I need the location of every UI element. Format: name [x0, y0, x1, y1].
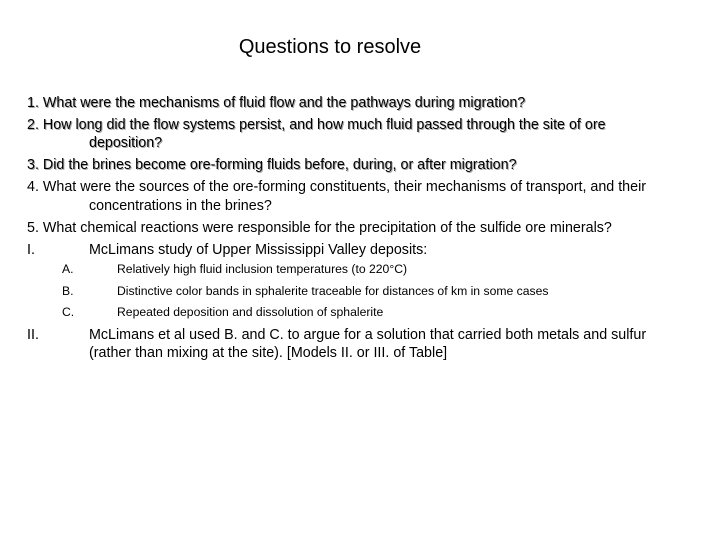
subpoint-marker: B. — [62, 283, 74, 298]
subpoint-a — [27, 262, 667, 278]
subpoint-marker: C. — [62, 304, 75, 319]
question-2: 2. How long did the flow systems persist, and how much fluid passed through the site of ore deposition? — [27, 116, 606, 152]
slide-content — [27, 94, 667, 366]
subpoint-text: Distinctive color bands in sphalerite traceable for distances of km in some cases — [117, 283, 549, 298]
question-3: 3. Did the brines become ore-forming fluids before, during, or after migration? — [27, 157, 517, 174]
question-4: 4. What were the sources of the ore-forming constituents, their mechanisms of transport, and their concentrations in the brines? — [27, 179, 647, 214]
point-i — [27, 241, 667, 259]
point-marker: I. — [27, 241, 35, 258]
subpoint-text: Relatively high fluid inclusion temperatures (to 220°C) — [117, 262, 408, 277]
point-marker: II. — [27, 326, 39, 343]
subpoint-b — [27, 284, 667, 300]
slide-title: Questions to resolve — [238, 36, 422, 58]
subpoint-c — [27, 305, 667, 321]
point-ii — [27, 326, 667, 363]
subpoint-text: Repeated deposition and dissolution of sphalerite — [117, 304, 384, 319]
question-5: 5. What chemical reactions were responsible for the precipitation of the sulfide ore minerals? — [27, 219, 612, 236]
point-text: McLimans study of Upper Mississippi Valley deposits: — [89, 241, 428, 258]
subpoint-marker: A. — [62, 262, 74, 277]
question-1: 1. What were the mechanisms of fluid flow and the pathways during migration? — [27, 95, 526, 111]
point-text: McLimans et al used B. and C. to argue for a solution that carried both metals and sulfur (rather than mixing at the site). [Models II. or III. of Table] — [89, 326, 647, 362]
